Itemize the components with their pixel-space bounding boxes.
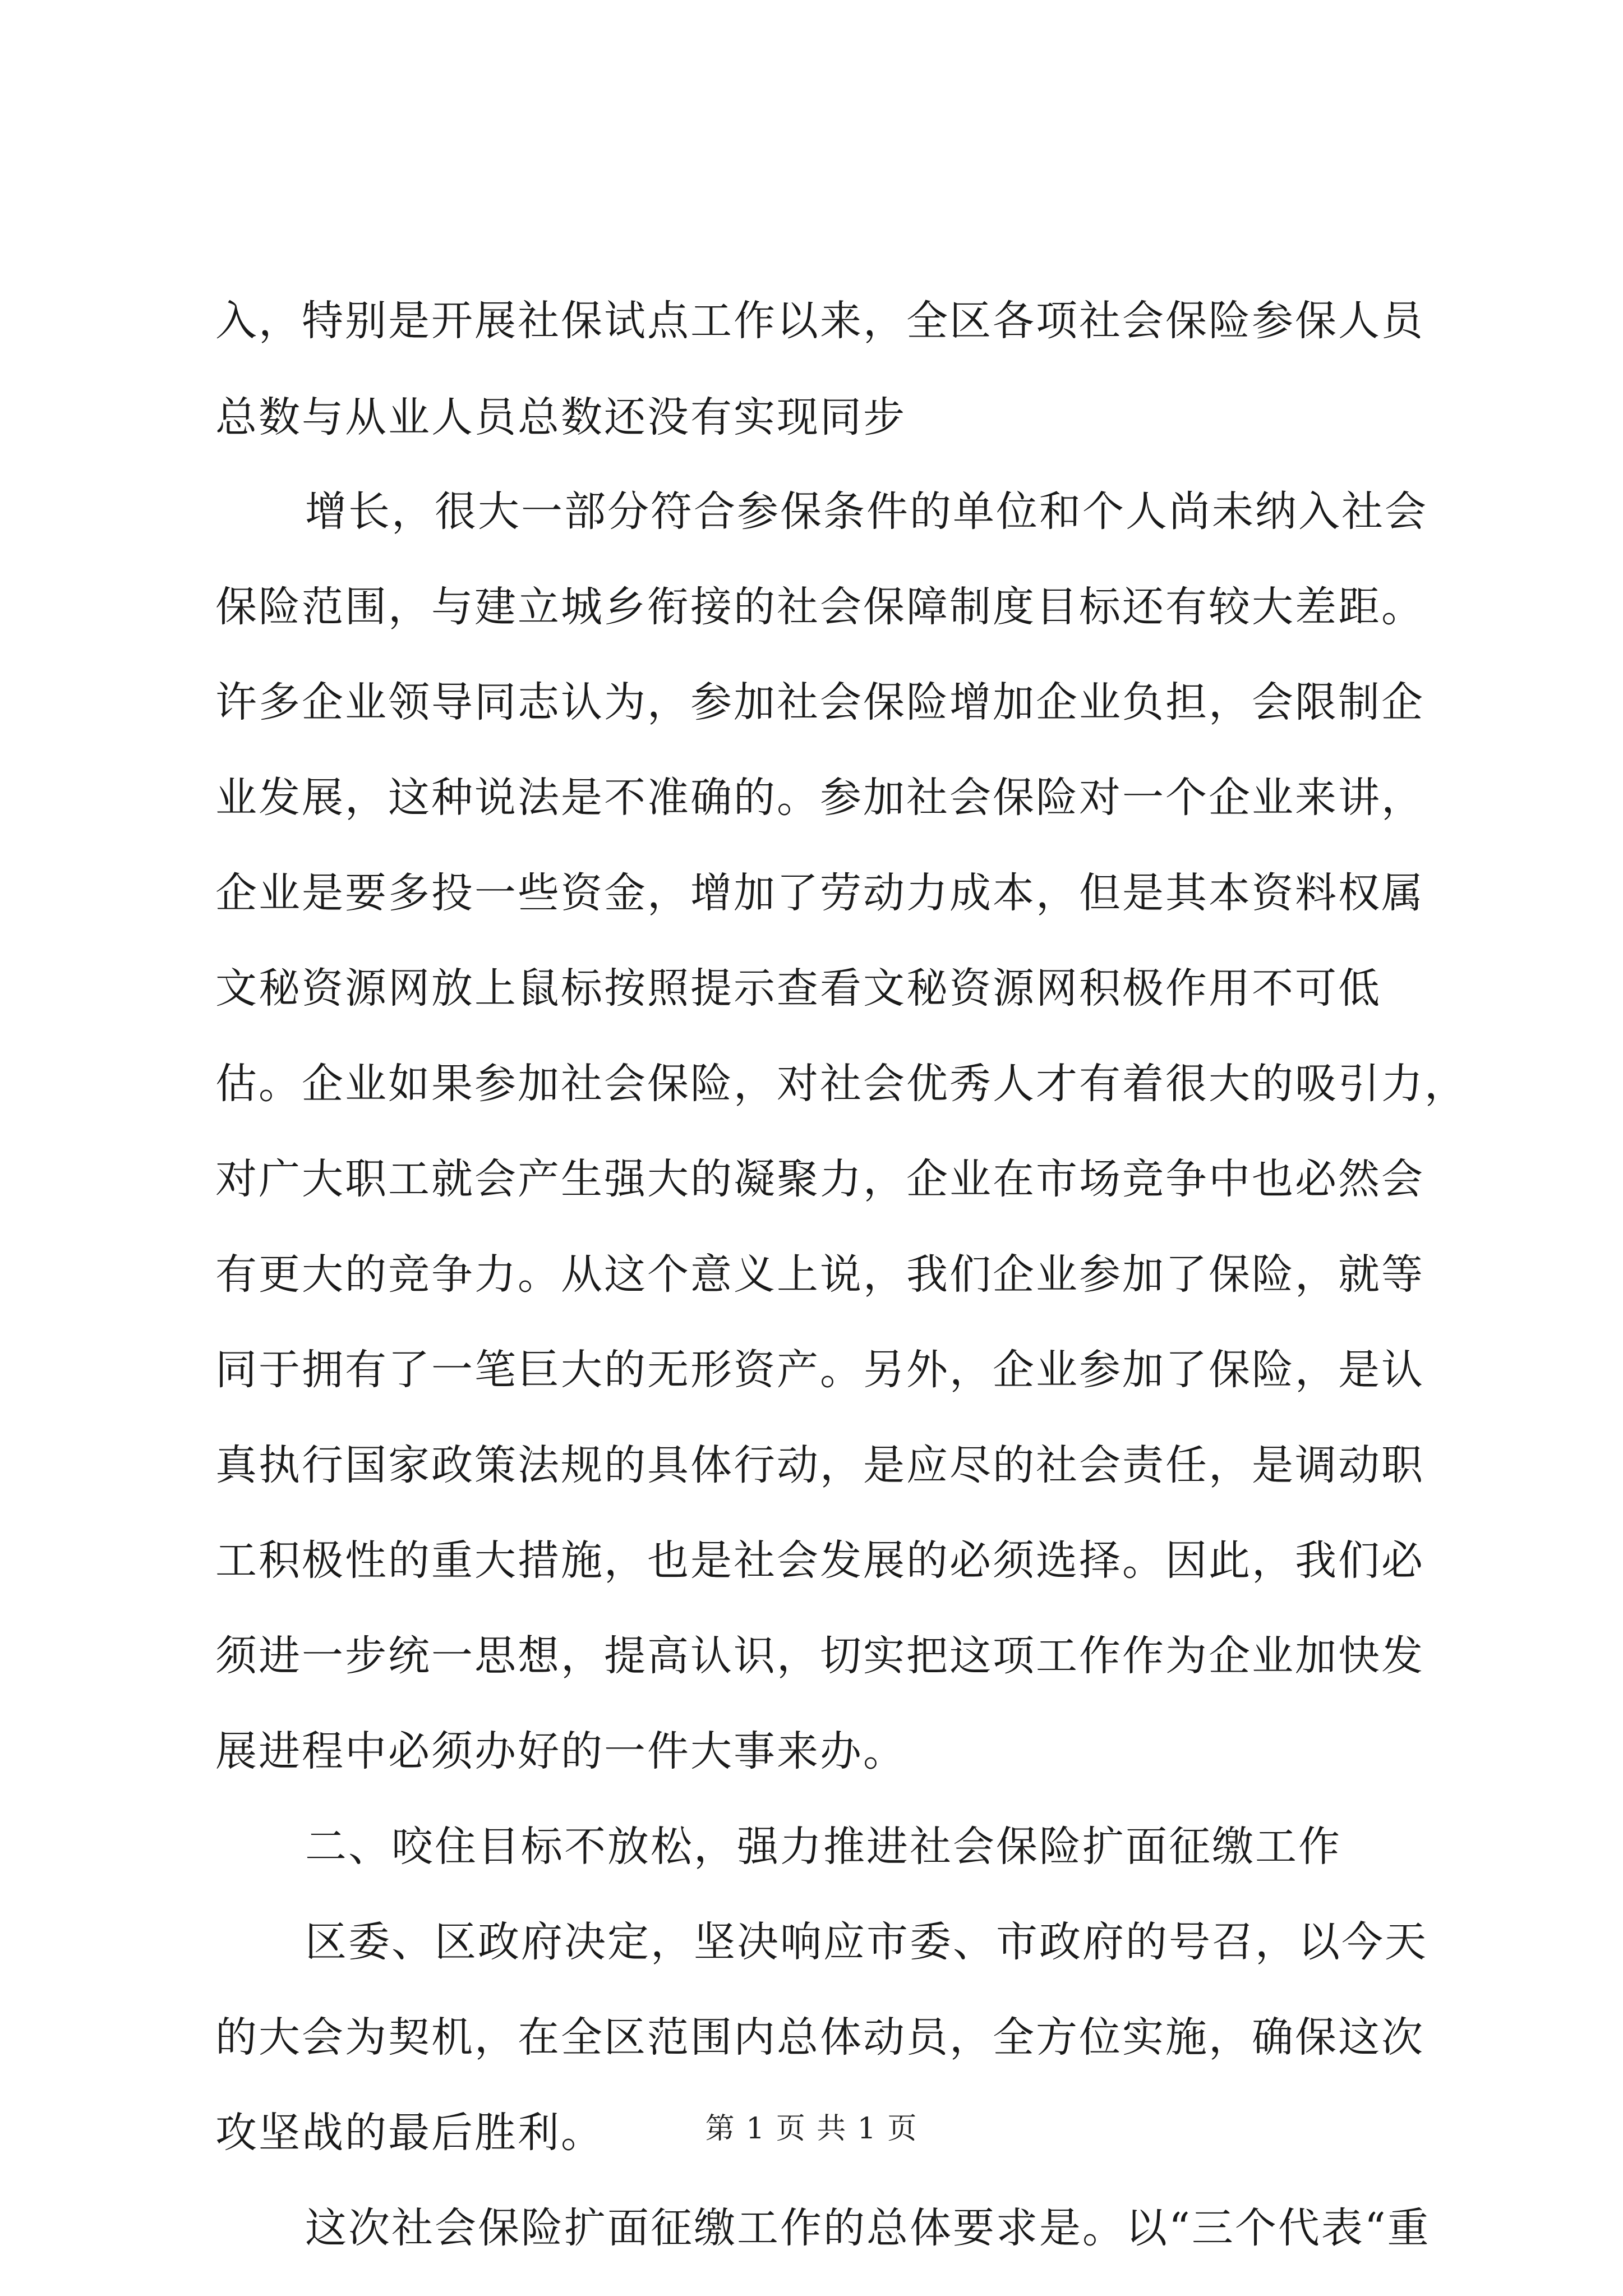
text-line: 企业是要多投一些资金，增加了劳动力成本，但是其本资料权属 [215,869,1424,917]
text-line: 有更大的竞争力。从这个意义上说，我们企业参加了保险，就等 [215,1250,1424,1299]
page-number-footer: 第 1 页 共 1 页 [705,2112,918,2146]
text-line: 须进一步统一思想，提高认识，切实把这项工作作为企业加快发 [215,1632,1424,1680]
text-line: 增长，很大一部分符合参保条件的单位和个人尚未纳入社会 [305,487,1428,536]
section-heading: 二、咬住目标不放松，强力推进社会保险扩面征缴工作 [305,1823,1341,1871]
text-line: 工积极性的重大措施，也是社会发展的必须选择。因此，我们必 [215,1536,1424,1585]
text-line: 展进程中必须办好的一件大事来办。 [215,1727,906,1775]
text-line: 入，特别是开展社保试点工作以来，全区各项社会保险参保人员 [215,297,1424,345]
text-line: 区委、区政府决定，坚决响应市委、市政府的号召，以今天 [305,1918,1428,1966]
text-line: 保险范围，与建立城乡衔接的社会保障制度目标还有较大差距。 [215,583,1424,631]
text-line: 真执行国家政策法规的具体行动，是应尽的社会责任，是调动职 [215,1441,1424,1489]
text-line: 业发展，这种说法是不准确的。参加社会保险对一个企业来讲， [215,774,1424,822]
text-line: 估。企业如果参加社会保险，对社会优秀人才有着很大的吸引力， [215,1060,1468,1108]
text-line: 攻坚战的最后胜利。 [215,2109,604,2157]
text-line: 的大会为契机，在全区范围内总体动员，全方位实施，确保这次 [215,2013,1424,2062]
text-line: 文秘资源网放上鼠标按照提示查看文秘资源网积极作用不可低 [215,964,1381,1013]
text-line: 对广大职工就会产生强大的凝聚力，企业在市场竞争中也必然会 [215,1155,1424,1203]
text-line: 同于拥有了一笔巨大的无形资产。另外，企业参加了保险，是认 [215,1346,1424,1394]
text-line: 总数与从业人员总数还没有实现同步 [215,393,906,441]
text-line: 许多企业领导同志认为，参加社会保险增加企业负担，会限制企 [215,678,1424,726]
text-line: 这次社会保险扩面征缴工作的总体要求是。以“三个代表“重 [305,2204,1431,2252]
